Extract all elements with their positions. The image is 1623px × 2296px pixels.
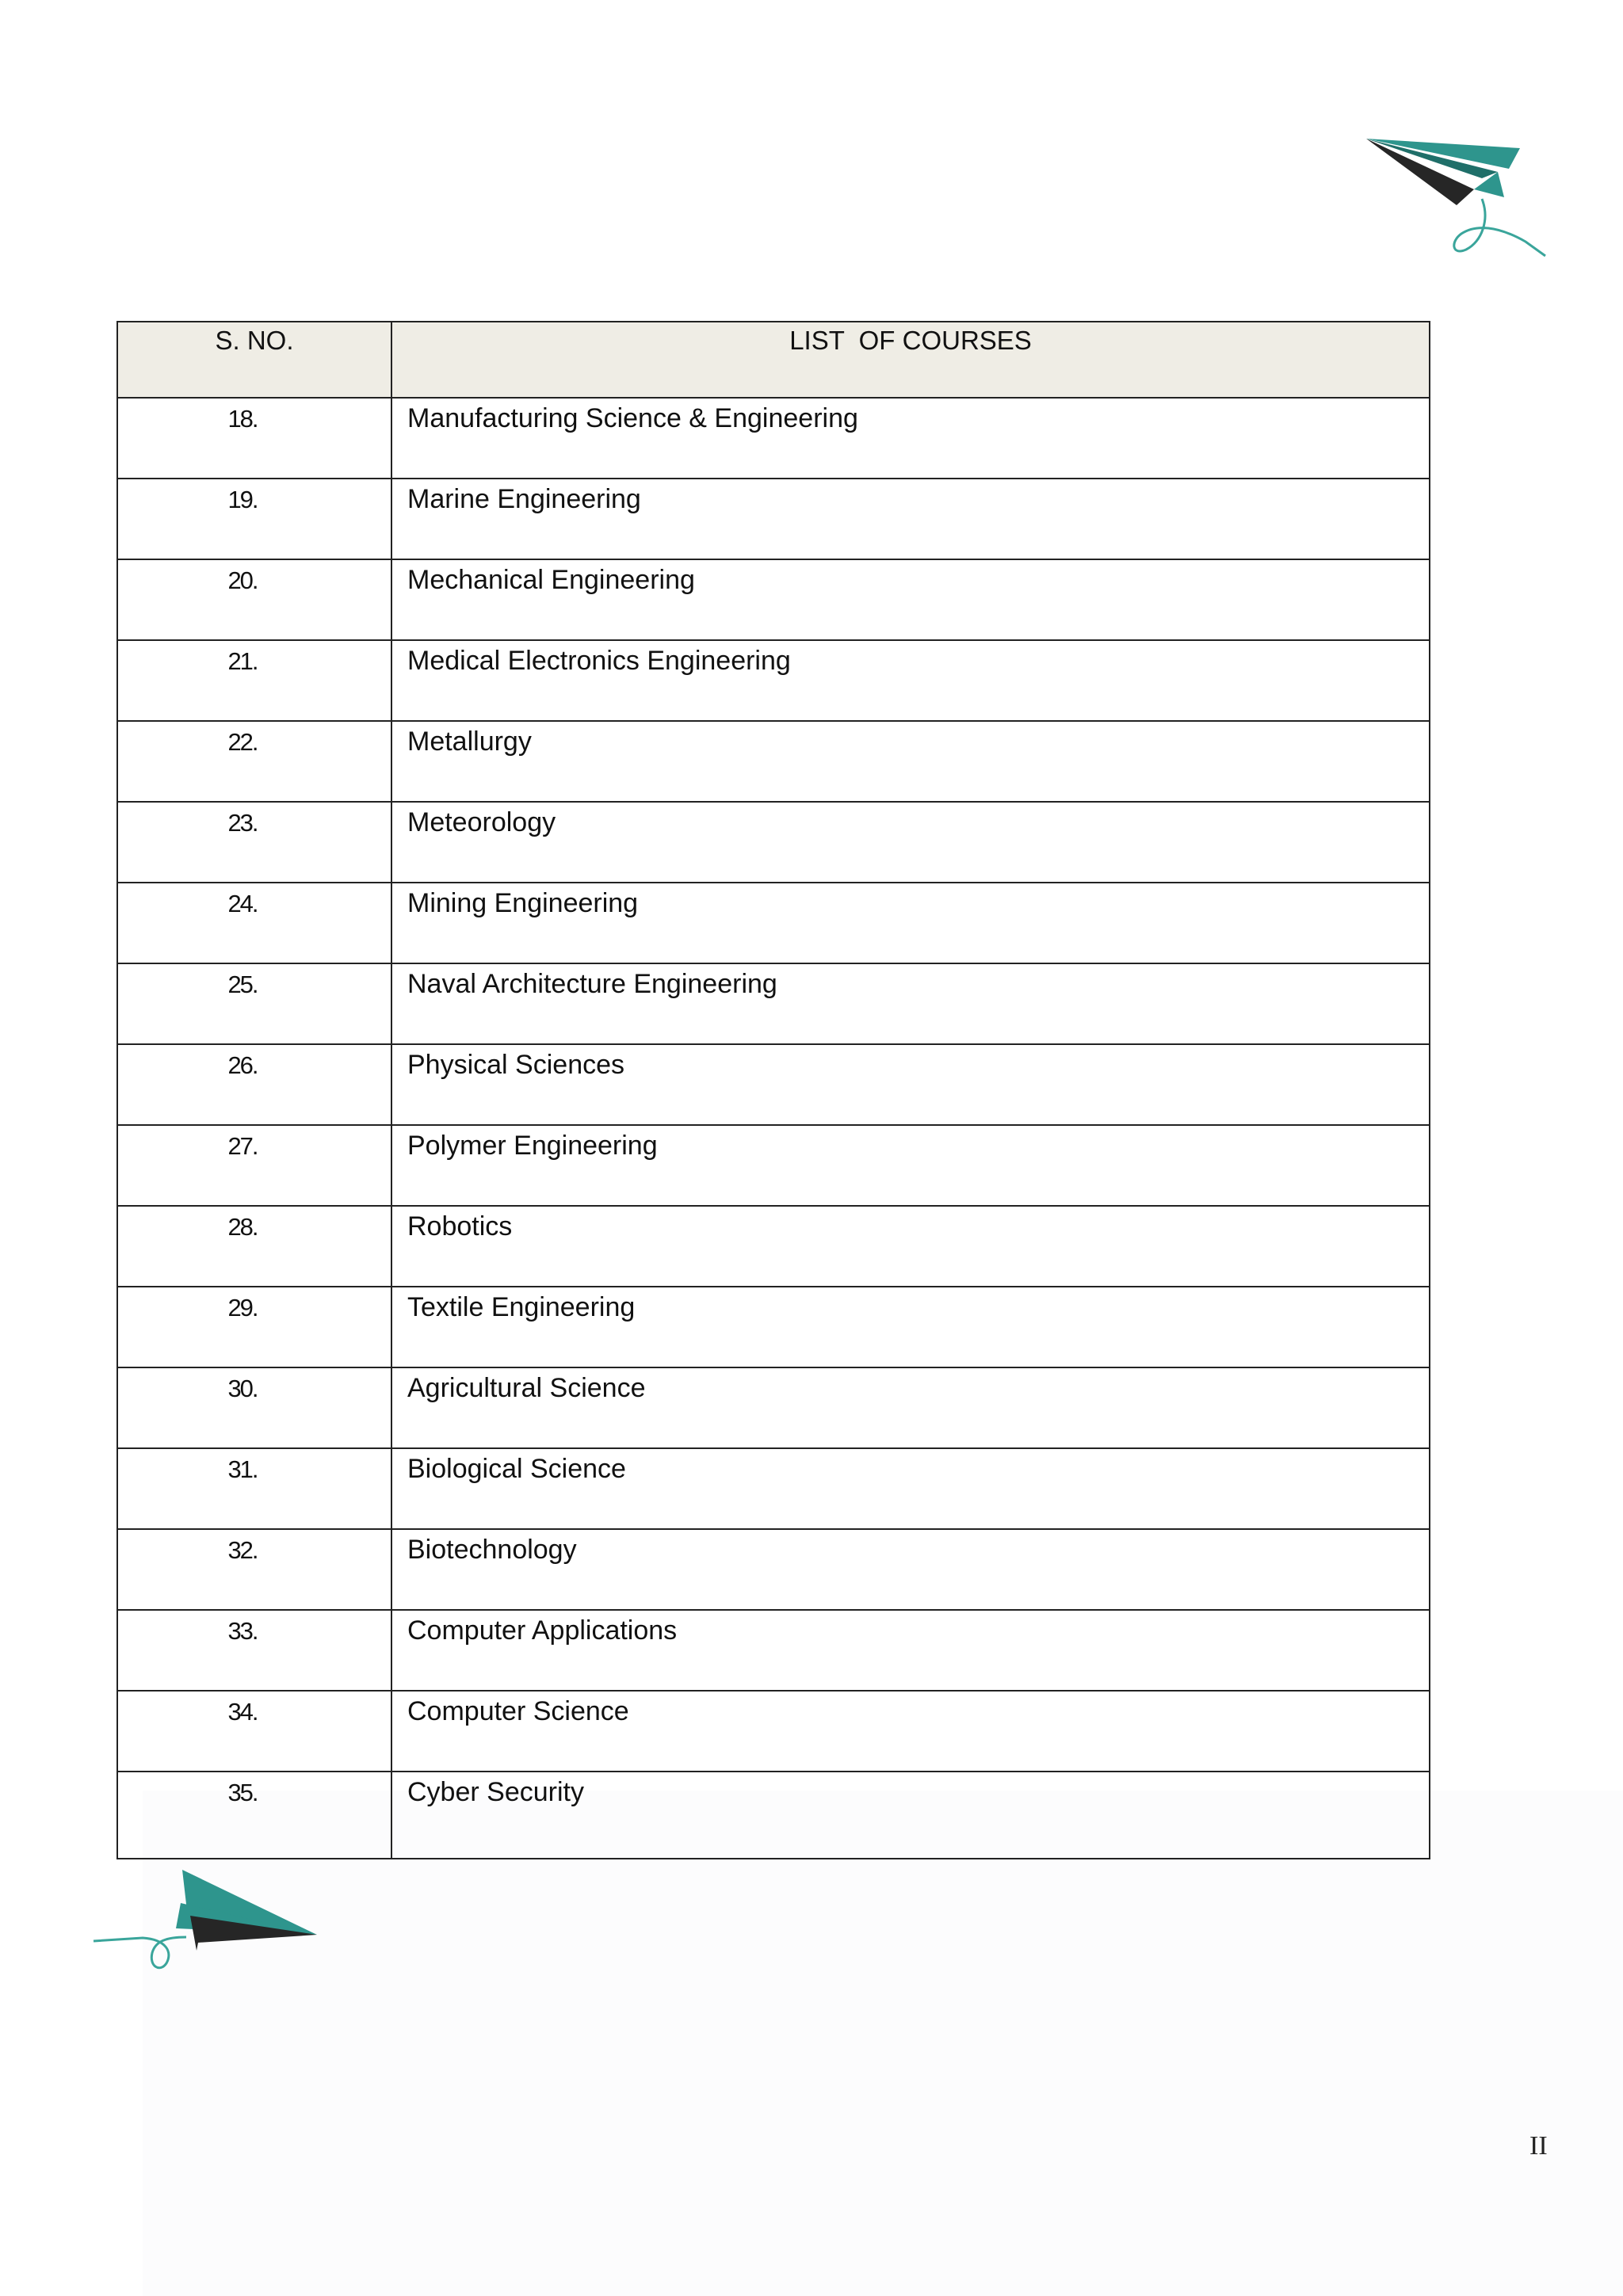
course-name: Medical Electronics Engineering [391, 640, 1430, 721]
serial-number: 22. [117, 721, 391, 802]
serial-number: 27. [117, 1125, 391, 1206]
course-name: Computer Science [391, 1691, 1430, 1772]
serial-number: 29. [117, 1287, 391, 1367]
course-name: Naval Architecture Engineering [391, 963, 1430, 1044]
course-name: Mining Engineering [391, 883, 1430, 963]
table-row [117, 398, 1430, 479]
paper-plane-icon [1363, 131, 1553, 273]
table-row [117, 1610, 1430, 1691]
table-row [117, 721, 1430, 802]
serial-number: 24. [117, 883, 391, 963]
course-name: Robotics [391, 1206, 1430, 1287]
serial-number: 19. [117, 479, 391, 559]
serial-number: 21. [117, 640, 391, 721]
table-row [117, 1287, 1430, 1367]
serial-number: 28. [117, 1206, 391, 1287]
serial-number: 18. [117, 398, 391, 479]
header-list-of-courses: LIST OF COURSES [391, 322, 1430, 398]
course-name: Agricultural Science [391, 1367, 1430, 1448]
page-number: II [1529, 2131, 1548, 2161]
table-row [117, 1529, 1430, 1610]
table-row [117, 1448, 1430, 1529]
plane-trail [94, 1937, 186, 1968]
table-row [117, 1772, 1430, 1859]
course-name: Biological Science [391, 1448, 1430, 1529]
page-background-tint [143, 1791, 1623, 2296]
table-row [117, 963, 1430, 1044]
serial-number: 31. [117, 1448, 391, 1529]
serial-number: 30. [117, 1367, 391, 1448]
serial-number: 20. [117, 559, 391, 640]
table-row [117, 1691, 1430, 1772]
table-row [117, 802, 1430, 883]
table-header-row [117, 322, 1430, 398]
plane-trail [1454, 199, 1545, 256]
table-row [117, 1044, 1430, 1125]
table-row [117, 640, 1430, 721]
table-row [117, 559, 1430, 640]
serial-number: 34. [117, 1691, 391, 1772]
table-row [117, 479, 1430, 559]
course-name: Biotechnology [391, 1529, 1430, 1610]
course-name: Cyber Security [391, 1772, 1430, 1859]
course-name: Polymer Engineering [391, 1125, 1430, 1206]
table-row [117, 1125, 1430, 1206]
courses-table [116, 321, 1430, 1859]
serial-number: 26. [117, 1044, 391, 1125]
table-body [117, 398, 1430, 1859]
course-name: Meteorology [391, 802, 1430, 883]
course-name: Marine Engineering [391, 479, 1430, 559]
table-row [117, 1367, 1430, 1448]
table-row [117, 883, 1430, 963]
serial-number: 23. [117, 802, 391, 883]
serial-number: 32. [117, 1529, 391, 1610]
header-sno: S. NO. [117, 322, 391, 398]
course-name: Physical Sciences [391, 1044, 1430, 1125]
course-name: Mechanical Engineering [391, 559, 1430, 640]
serial-number: 33. [117, 1610, 391, 1691]
course-name: Metallurgy [391, 721, 1430, 802]
course-name: Computer Applications [391, 1610, 1430, 1691]
table-row [117, 1206, 1430, 1287]
course-name: Textile Engineering [391, 1287, 1430, 1367]
course-name: Manufacturing Science & Engineering [391, 398, 1430, 479]
serial-number: 25. [117, 963, 391, 1044]
paper-plane-icon [87, 1862, 325, 2004]
serial-number: 35. [117, 1772, 391, 1859]
